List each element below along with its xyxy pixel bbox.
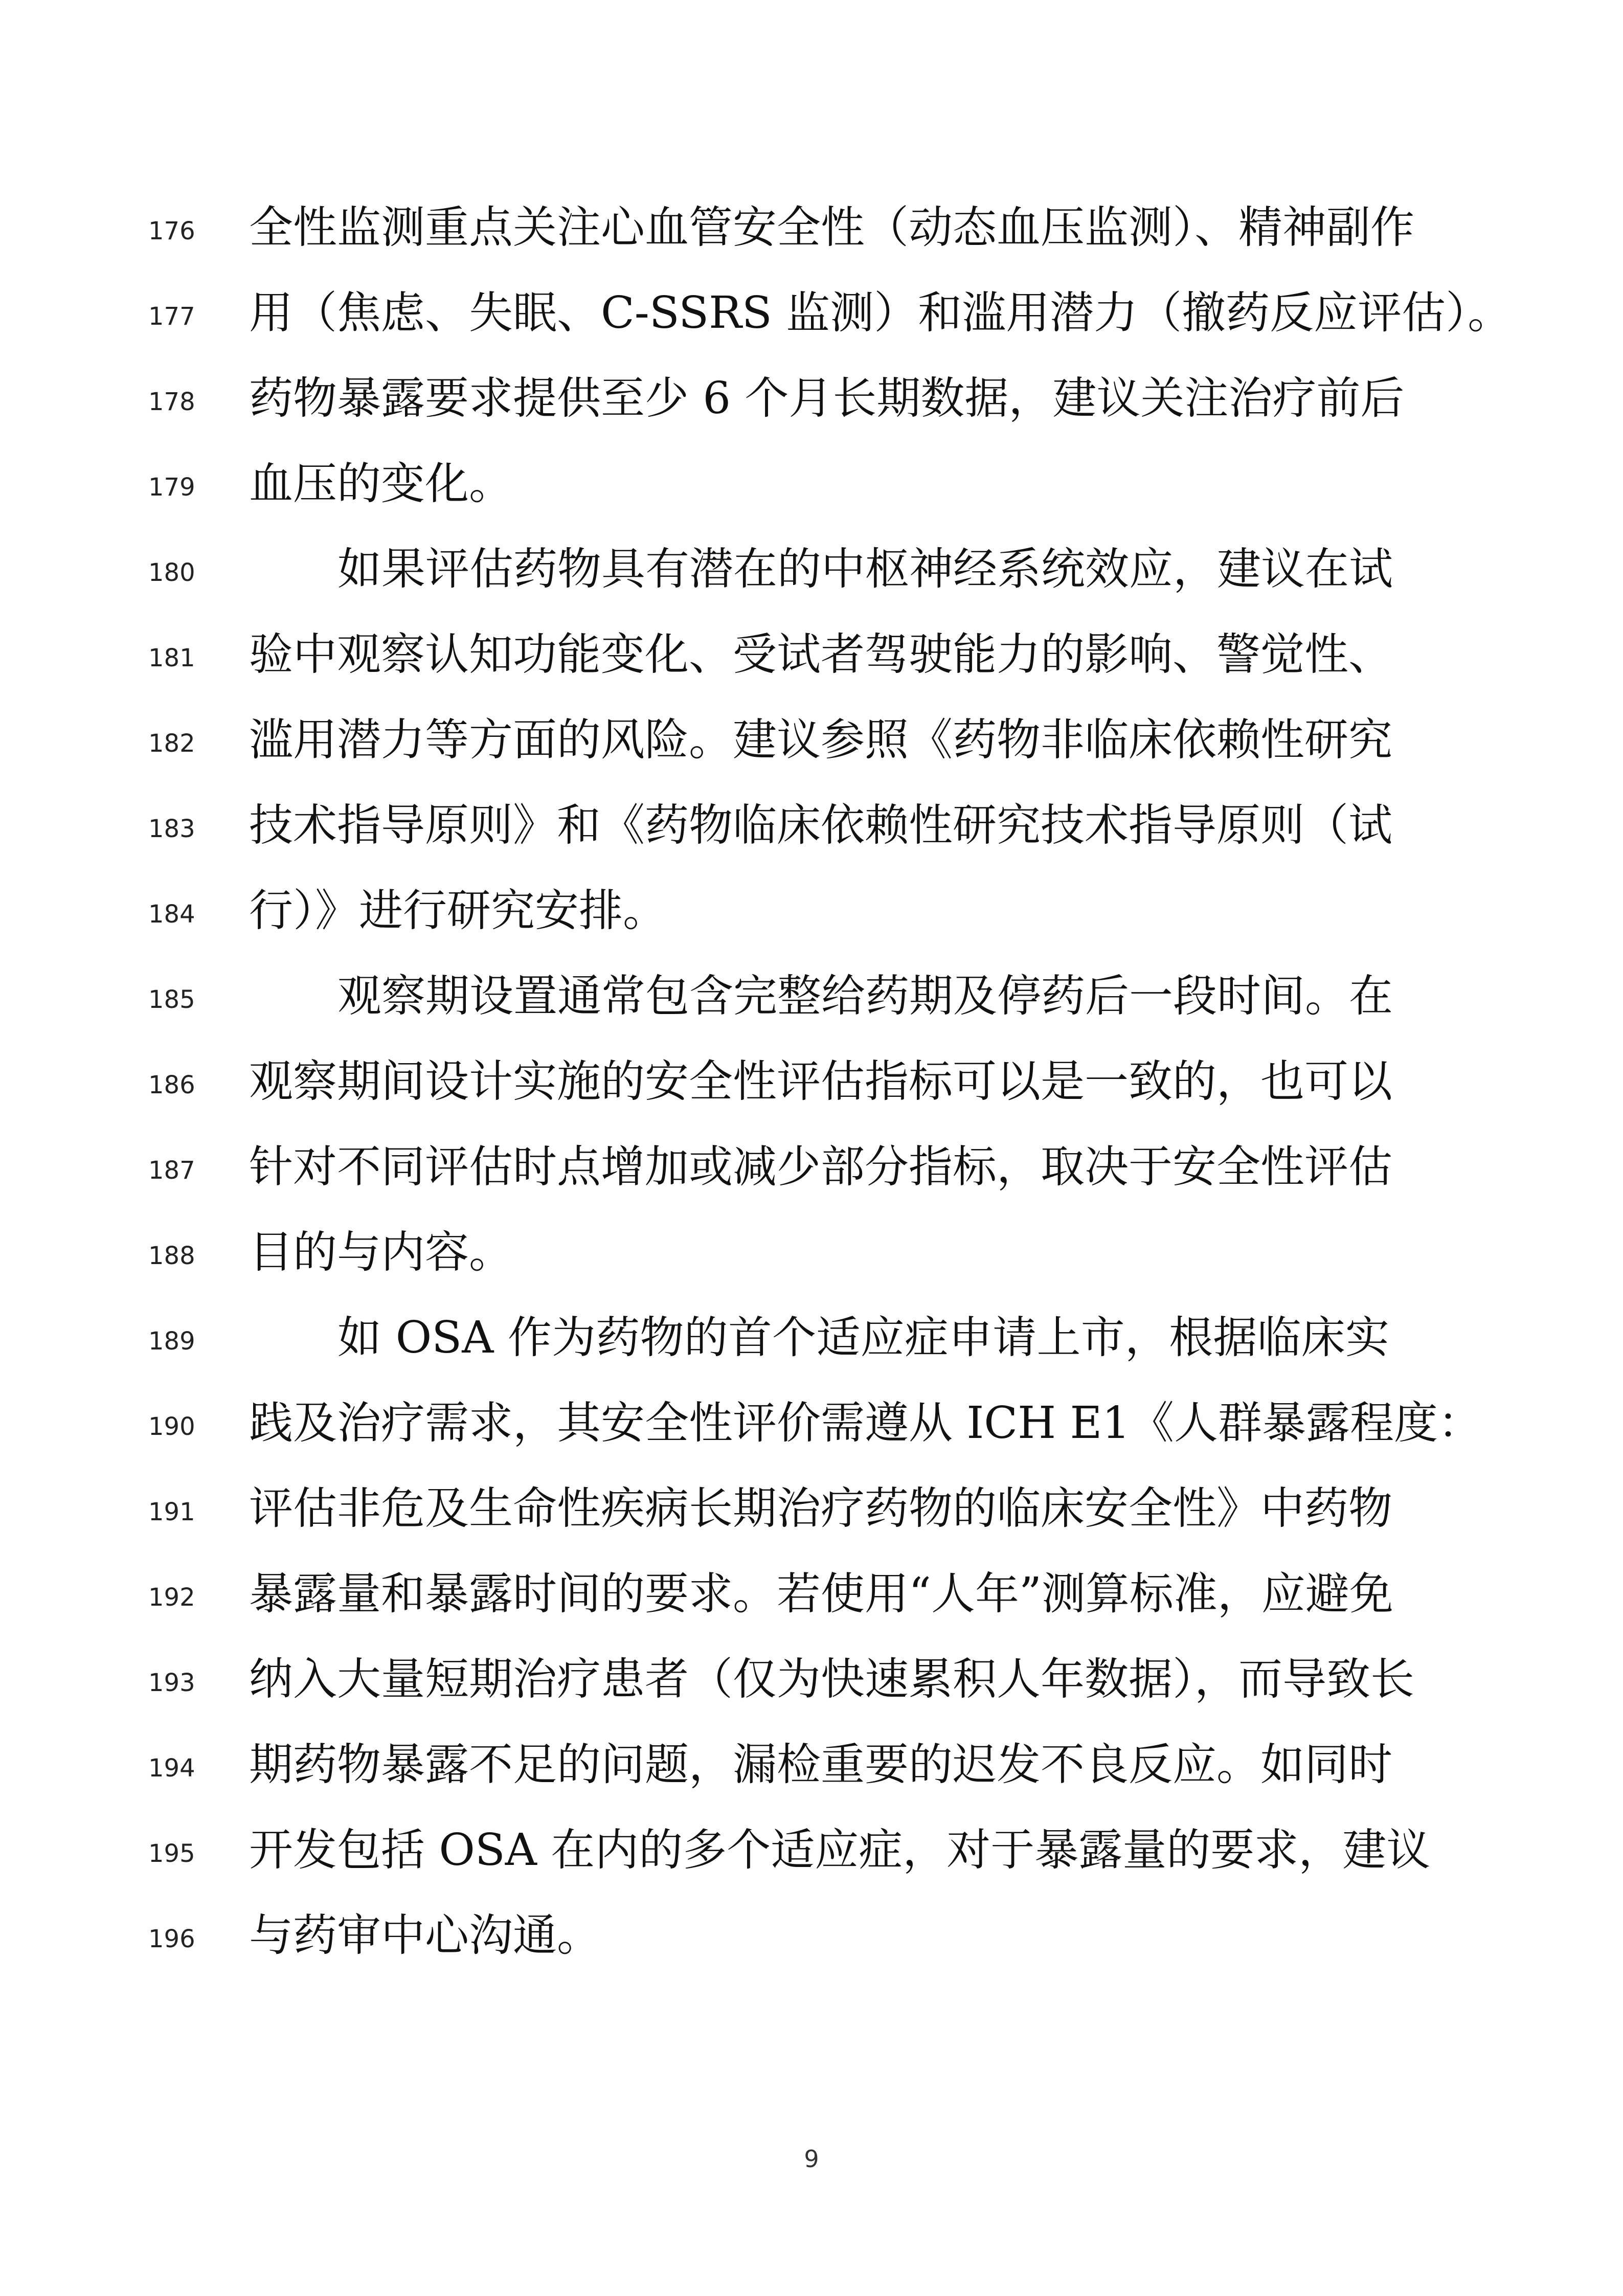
- paragraph-text: 全性监测重点关注心血管安全性（动态血压监测）、精神副作: [249, 202, 1414, 253]
- text-line: [0, 702, 1623, 789]
- paragraph-text: 开发包括 OSA 在内的多个适应症，对于暴露量的要求，建议: [249, 1825, 1431, 1876]
- text-line: [0, 531, 1623, 618]
- page-number: 9: [804, 2145, 819, 2173]
- line-number: 184: [148, 900, 195, 929]
- line-number: 190: [148, 1412, 195, 1441]
- paragraph-text: 用（焦虑、失眠、C-SSRS 监测）和滥用潜力（撤药反应评估）。: [249, 287, 1512, 339]
- paragraph-text: 评估非危及生命性疾病长期治疗药物的临床安全性》中药物: [249, 1483, 1392, 1534]
- paragraph-text: 与药审中心沟通。: [249, 1910, 601, 1961]
- paragraph-text: 纳入大量短期治疗患者（仅为快速累积人年数据），而导致长: [249, 1654, 1414, 1705]
- line-number: 195: [148, 1839, 195, 1868]
- line-number: 193: [148, 1669, 195, 1697]
- text-line: [0, 1556, 1623, 1642]
- text-line: [0, 958, 1623, 1045]
- line-number: 179: [148, 473, 195, 502]
- line-number: 182: [148, 729, 195, 758]
- paragraph-text: 如 OSA 作为药物的首个适应症申请上市，根据临床实: [337, 1312, 1389, 1363]
- text-line: [0, 1470, 1623, 1557]
- paragraph-text: 践及治疗需求，其安全性评价需遵从 ICH E1《人群暴露程度：: [249, 1398, 1482, 1449]
- text-line: [0, 1129, 1623, 1215]
- text-line: [0, 189, 1623, 276]
- paragraph-text: 行）》进行研究安排。: [249, 885, 667, 936]
- paragraph-text: 期药物暴露不足的问题，漏检重要的迟发不良反应。如同时: [249, 1739, 1392, 1790]
- text-line: [0, 616, 1623, 703]
- line-number: 191: [148, 1498, 195, 1526]
- text-line: [0, 1641, 1623, 1728]
- paragraph-text: 观察期设置通常包含完整给药期及停药后一段时间。在: [337, 971, 1393, 1022]
- paragraph-text: 针对不同评估时点增加或减少部分指标，取决于安全性评估: [249, 1141, 1392, 1192]
- paragraph-text: 滥用潜力等方面的风险。建议参照《药物非临床依赖性研究: [249, 714, 1392, 766]
- text-line: [0, 1043, 1623, 1130]
- line-number: 189: [148, 1327, 195, 1356]
- text-line: [0, 1897, 1623, 1984]
- line-number: 183: [148, 815, 195, 843]
- line-number: 188: [148, 1242, 195, 1270]
- line-number: 192: [148, 1583, 195, 1612]
- paragraph-text: 如果评估药物具有潜在的中枢神经系统效应，建议在试: [337, 544, 1393, 595]
- paragraph-text: 药物暴露要求提供至少 6 个月长期数据，建议关注治疗前后: [249, 373, 1405, 424]
- paragraph-text: 观察期间设计实施的安全性评估指标可以是一致的，也可以: [249, 1056, 1392, 1107]
- text-line: [0, 1726, 1623, 1813]
- text-line: [0, 872, 1623, 959]
- line-number: 185: [148, 985, 195, 1014]
- text-line: [0, 275, 1623, 362]
- text-line: [0, 445, 1623, 532]
- line-number: 180: [148, 558, 195, 587]
- paragraph-text: 血压的变化。: [249, 458, 513, 509]
- text-line: [0, 360, 1623, 447]
- line-number: 177: [148, 302, 195, 331]
- text-line: [0, 1385, 1623, 1472]
- line-number: 186: [148, 1071, 195, 1099]
- line-number: 176: [148, 217, 195, 245]
- paragraph-text: 验中观察认知功能变化、受试者驾驶能力的影响、警觉性、: [249, 629, 1392, 680]
- text-line: [0, 1812, 1623, 1899]
- paragraph-text: 目的与内容。: [249, 1227, 513, 1278]
- line-number: 181: [148, 644, 195, 672]
- line-number: 194: [148, 1754, 195, 1783]
- text-line: [0, 1299, 1623, 1386]
- line-number: 187: [148, 1156, 195, 1185]
- text-line: [0, 787, 1623, 874]
- text-line: [0, 1214, 1623, 1301]
- paragraph-text: 技术指导原则》和《药物临床依赖性研究技术指导原则（试: [249, 800, 1392, 851]
- line-number: 178: [148, 388, 195, 416]
- paragraph-text: 暴露量和暴露时间的要求。若使用“人年”测算标准，应避免: [249, 1568, 1393, 1619]
- line-number: 196: [148, 1925, 195, 1953]
